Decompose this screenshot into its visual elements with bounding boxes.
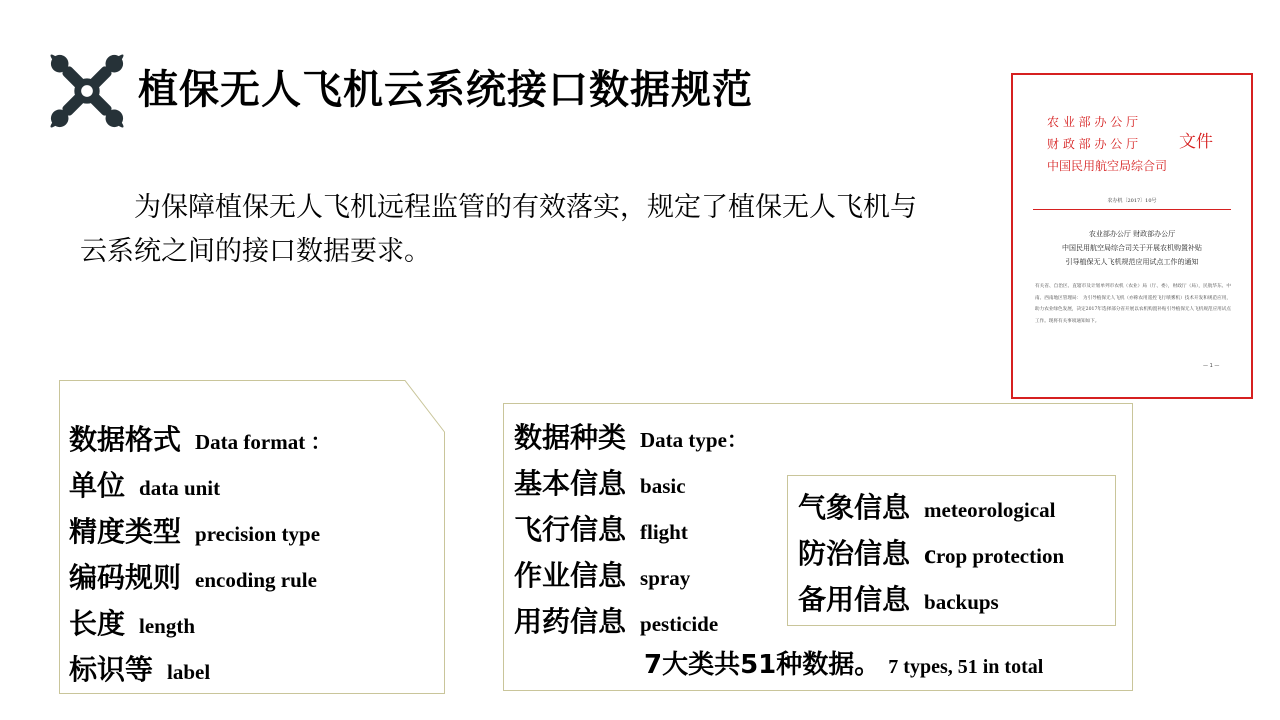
document-number: 农办机〔2017〕10号 xyxy=(1107,198,1157,204)
type-header-en: Data type： xyxy=(640,428,748,452)
data-format-box xyxy=(59,380,445,694)
format-item-en: data unit xyxy=(139,476,221,500)
type-item xyxy=(514,508,688,548)
type-item-zh: 用药信息 xyxy=(514,605,627,638)
format-item-zh: 长度 xyxy=(69,607,126,640)
type-subitem-zh: 防治信息 xyxy=(798,537,911,570)
type-item-en: spray xyxy=(640,566,691,590)
document-page-number: — 1 — xyxy=(1203,363,1220,369)
document-body: 有关省、自治区、直辖市及计划单列市农机（农业）局（厅、委），财政厅（局），民航华东、中南、西南地区管理局： 为引导植保无人飞机（亦称农用遥控飞行喷雾机）技术开发和规范应用，助力农业绿色发展，决定2017年选择部分省开展以农机购置补贴引导植保无人飞机规范应用试点工作。现将有关事项通知如下。 xyxy=(1035,284,1231,324)
format-item xyxy=(69,602,195,642)
official-document-image xyxy=(1011,73,1253,399)
type-item xyxy=(514,462,686,502)
document-label: 文件 xyxy=(1179,132,1213,152)
type-subitem xyxy=(798,486,1055,526)
type-item xyxy=(514,600,718,640)
format-item xyxy=(69,556,317,596)
total-summary-en: 7 types, 51 in total xyxy=(888,656,1044,678)
type-item-en: pesticide xyxy=(640,612,719,636)
type-item-zh: 作业信息 xyxy=(514,559,627,592)
format-item-zh: 标识等 xyxy=(69,653,154,686)
format-item xyxy=(69,648,210,688)
type-subitem-zh: 备用信息 xyxy=(798,583,911,616)
type-item-zh: 基本信息 xyxy=(514,467,627,500)
intro-text: 为保障植保无人飞机远程监管的有效落实，规定了植保无人飞机与云系统之间的接口数据要求。 xyxy=(80,192,917,267)
type-header xyxy=(514,416,748,456)
type-item-en: flight xyxy=(640,520,688,544)
type-subitem xyxy=(798,532,1064,572)
type-item xyxy=(514,554,690,594)
format-item-zh: 单位 xyxy=(69,469,126,502)
document-title-line: 引导植保无人飞机规范应用试点工作的通知 xyxy=(1065,258,1199,266)
page-title: 植保无人飞机云系统接口数据规范 xyxy=(138,67,753,113)
total-summary-zh: 7大类共51种数据。 xyxy=(644,650,881,680)
format-item-en: precision type xyxy=(195,522,321,546)
type-subitem xyxy=(798,578,999,618)
format-item-en: label xyxy=(167,660,211,684)
type-subitem-zh: 气象信息 xyxy=(798,491,911,524)
document-title-line: 中国民用航空局综合司关于开展农机购置补贴 xyxy=(1062,244,1202,252)
document-issuer: 中国民用航空局综合司 xyxy=(1047,159,1168,173)
format-item-zh: 精度类型 xyxy=(69,515,182,548)
format-item xyxy=(69,464,220,504)
type-header-zh: 数据种类 xyxy=(514,421,627,454)
format-item-en: length xyxy=(139,614,196,638)
document-issuer: 财 政 部 办 公 厅 xyxy=(1047,137,1139,151)
format-item xyxy=(69,510,320,550)
format-item-zh: 编码规则 xyxy=(69,561,182,594)
total-summary xyxy=(644,644,1043,681)
format-item-zh: 数据格式 xyxy=(69,423,182,456)
format-item xyxy=(69,418,331,458)
document-title xyxy=(1013,227,1251,269)
format-item-en: encoding rule xyxy=(195,568,317,592)
type-subitem-en-initial: c xyxy=(924,539,936,569)
document-title-line: 农业部办公厅 财政部办公厅 xyxy=(1088,230,1176,238)
type-subitem-en: backups xyxy=(924,590,999,614)
intro-paragraph xyxy=(80,186,920,274)
format-item-en: Data format ： xyxy=(195,430,332,454)
type-subitem-en: rop protection xyxy=(936,544,1065,568)
type-item-en: basic xyxy=(640,474,686,498)
document-issuer: 农 业 部 办 公 厅 xyxy=(1047,115,1139,129)
type-subitem-en: meteorological xyxy=(924,498,1056,522)
document-divider xyxy=(1033,209,1231,210)
drone-icon xyxy=(48,52,126,130)
document-issuers xyxy=(1047,111,1167,177)
type-item-zh: 飞行信息 xyxy=(514,513,627,546)
data-type-subbox xyxy=(787,475,1116,626)
